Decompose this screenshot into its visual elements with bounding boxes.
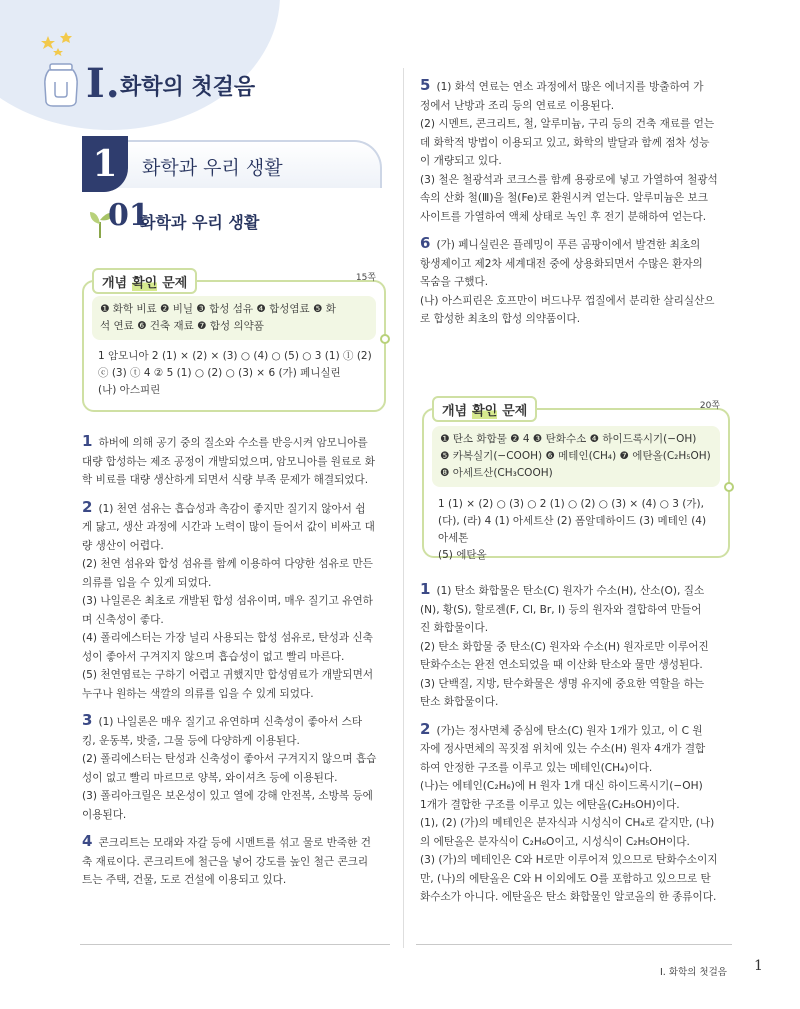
line-text: (3) 나일론은 최초로 개발된 합성 섬유이며, 매우 질기고 유연하 — [82, 595, 373, 607]
explanation-line — [82, 611, 388, 630]
line-text: 속의 산화 철(Ⅲ)을 철(Fe)로 환원시켜 얻는다. 알루미늄은 보크 — [420, 192, 708, 204]
explanation-line — [420, 759, 730, 778]
bottom-rule-right — [416, 944, 732, 945]
bottom-rule-left — [80, 944, 390, 945]
line-text: 항생제이고 제2차 세계대전 중에 상용화되면서 수많은 환자의 — [420, 257, 703, 270]
explanation-line — [82, 453, 388, 472]
explanation-line — [420, 777, 730, 796]
explanation-line — [82, 574, 388, 593]
answer-explanation — [420, 234, 730, 329]
answer-panel — [98, 348, 374, 399]
block-spacer — [82, 490, 388, 498]
line-text: 축 재료이다. 콘크리트에 철근을 넣어 강도를 높인 철근 콘크리 — [82, 855, 369, 868]
line-text: (3) 폴리아크릴은 보온성이 있고 열에 강해 안전복, 소방복 등에 — [82, 790, 373, 802]
explanation-line — [420, 152, 730, 171]
block-spacer — [82, 824, 388, 832]
question-number: 4 — [82, 832, 93, 850]
explanation-line — [420, 580, 730, 601]
keyword-line: ❶ 화학 비료 ❷ 비닐 ❸ 합성 섬유 ❹ 합성염료 ❺ 화 — [100, 303, 336, 315]
line-text: (1) 탄소 화합물은 탄소(C) 원자가 수소(H), 산소(O), 질소 — [436, 585, 705, 597]
explanation-line — [82, 498, 388, 519]
line-text: 정에서 난방과 조리 등의 연료로 이용된다. — [420, 99, 615, 112]
line-text: 탄소 화합물이다. — [420, 696, 499, 708]
line-text: (1) 화석 연료는 연소 과정에서 많은 에너지를 방출하여 가 — [436, 81, 704, 93]
page-number: 1 — [754, 958, 763, 974]
line-text: (5) 천연염료는 구하기 어렵고 귀했지만 합성염료가 개발되면서 — [82, 669, 374, 681]
line-text: (2) 탄소 화합물 중 탄소(C) 원자와 수소(H) 원자로만 이루어진 — [420, 640, 709, 653]
line-text: 량 생산이 어렵다. — [82, 539, 164, 552]
explanation-line — [420, 134, 730, 153]
box-knob — [724, 482, 734, 492]
explanation-line — [420, 189, 730, 208]
explanation-line — [420, 814, 730, 833]
explanation-line — [420, 675, 730, 694]
answer-explanation — [82, 432, 388, 490]
line-text: (N), 황(S), 할로젠(F, Cl, Br, I) 등의 원자와 결합하여 만들어 — [420, 603, 702, 616]
answer-explanation — [82, 711, 388, 824]
star-jar-icon — [40, 30, 84, 108]
line-text: 며 신축성이 좋다. — [82, 613, 164, 626]
line-text: (가) 페니실린은 플레밍이 푸른 곰팡이에서 발견한 최초의 — [436, 239, 701, 251]
explanation-line — [420, 851, 730, 870]
explanation-line — [420, 292, 730, 311]
question-number: 2 — [420, 719, 431, 738]
answer-line: 1 (1) × (2) ○ (3) ○ 2 (1) ○ (2) ○ (3) × (4) ○ 3 (가), — [438, 498, 704, 510]
line-text: 콘크리트는 모래와 자갈 등에 시멘트를 섞고 물로 반죽한 건 — [98, 837, 371, 849]
explanation-line — [82, 648, 388, 667]
line-text: 학 비료를 대량 생산하게 되면서 식량 부족 문제가 해결되었다. — [82, 474, 369, 486]
line-text: 로 합성한 최초의 합성 의약품이다. — [420, 313, 581, 325]
explanation-line — [420, 97, 730, 116]
question-number: 1 — [82, 432, 93, 450]
explanation-line — [82, 750, 388, 769]
explanation-line — [420, 601, 730, 620]
explanation-line — [420, 720, 730, 741]
question-number: 2 — [82, 497, 93, 516]
line-text: 탄화수소는 완전 연소되었을 때 이산화 탄소와 물만 생성된다. — [420, 659, 703, 671]
explanation-line — [82, 769, 388, 788]
page-reference: 20쪽 — [699, 401, 720, 411]
line-text: 게 닳고, 생산 과정에 시간과 노력이 많이 들어서 값이 비싸고 대 — [82, 521, 375, 533]
keyword-line: 석 연료 ❻ 건축 재료 ❼ 합성 의약품 — [100, 320, 264, 332]
explanation-line — [420, 76, 730, 97]
footer-unit-label: I. 화학의 첫걸음 — [660, 967, 727, 978]
block-spacer — [420, 226, 730, 234]
chapter-title: 화학과 우리 생활 — [142, 157, 283, 179]
unit-title: 화학의 첫걸음 — [120, 75, 256, 100]
explanation-line — [82, 732, 388, 751]
line-text: 만, (나)의 에탄올은 C와 H 이외에도 O를 포함하고 있으므로 탄 — [420, 872, 711, 885]
line-text: 이 개량되고 있다. — [420, 155, 502, 167]
explanation-line — [420, 273, 730, 292]
keyword-panel — [432, 426, 720, 487]
explanation-line — [420, 693, 730, 712]
explanation-line — [82, 629, 388, 648]
left-explanations — [82, 432, 388, 890]
line-text: 사이트를 가열하여 액체 상태로 녹인 후 전기 분해하여 얻는다. — [420, 210, 707, 223]
explanation-line — [82, 471, 388, 490]
tab-word-2: 확인 — [132, 272, 157, 291]
explanation-line — [420, 656, 730, 675]
line-text: 누구나 원하는 색깔의 의류를 입을 수 있게 되었다. — [82, 687, 314, 700]
right-top-explanations — [420, 76, 730, 329]
tab-word-3: 문제 — [162, 275, 188, 291]
explanation-line — [82, 853, 388, 872]
line-text: 진 화합물이다. — [420, 622, 489, 634]
answer-explanation — [82, 832, 388, 890]
tab-word-3: 문제 — [502, 403, 528, 419]
line-text: 의 에탄올은 분자식이 C₂H₆O이고, 시성식이 C₂H₅OH이다. — [420, 835, 690, 848]
explanation-line — [82, 666, 388, 685]
explanation-line — [420, 234, 730, 255]
box-knob — [380, 334, 390, 344]
tab-word-1: 개념 — [442, 403, 468, 419]
line-text: 목숨을 구했다. — [420, 276, 489, 288]
line-text: 트는 주택, 건물, 도로 건설에 이용되고 있다. — [82, 874, 287, 886]
line-text: 데 화학적 방법이 이용되고 있고, 화학의 발달과 함께 점차 성능 — [420, 136, 710, 149]
answer-line: ⓒ (3) ⓣ 4 ② 5 (1) ○ (2) ○ (3) × 6 (가) 페니실린 — [98, 367, 341, 379]
explanation-line — [82, 537, 388, 556]
tab-word-1: 개념 — [102, 275, 128, 291]
answer-panel — [438, 496, 718, 564]
explanation-line — [82, 555, 388, 574]
line-text: 하여 안정한 구조를 이루고 있는 메테인(CH₄)이다. — [420, 761, 653, 774]
keyword-line: ❽ 아세트산(CH₃COOH) — [440, 467, 553, 479]
line-text: 성이 없고 빨리 마르므로 양복, 와이셔츠 등에 이용된다. — [82, 771, 338, 784]
question-number: 1 — [420, 580, 431, 598]
question-number: 3 — [82, 711, 93, 729]
explanation-line — [420, 255, 730, 274]
block-spacer — [82, 703, 388, 711]
answer-line: 1 암모니아 2 (1) × (2) × (3) ○ (4) ○ (5) ○ 3 (1) ⓛ (2) — [98, 350, 372, 362]
explanation-line — [82, 711, 388, 732]
answer-line: (나) 아스피린 — [98, 384, 161, 396]
chapter-number: 1 — [82, 136, 128, 192]
line-text: (3) 철은 철광석과 코크스를 함께 용광로에 넣고 가열하여 철광석 — [420, 173, 718, 186]
line-text: (가)는 정사면체 중심에 탄소(C) 원자 1개가 있고, 이 C 원 — [436, 724, 703, 737]
explanation-line — [82, 806, 388, 825]
explanation-line — [82, 592, 388, 611]
concept-check-box-1 — [82, 273, 386, 412]
section-title: 화학과 우리 생활 — [140, 213, 260, 232]
explanation-line — [420, 870, 730, 889]
explanation-line — [82, 685, 388, 704]
section-number: 01 — [108, 198, 150, 233]
explanation-line — [420, 796, 730, 815]
concept-box-tab — [432, 396, 537, 422]
explanation-line — [420, 208, 730, 227]
page-reference: 15쪽 — [355, 273, 376, 283]
concept-check-box-2 — [422, 401, 730, 561]
keyword-line: ❶ 탄소 화합물 ❷ 4 ❸ 탄화수소 ❹ 하이드록시기(−OH) — [440, 433, 697, 445]
answer-explanation — [420, 580, 730, 712]
line-text: (2) 천연 섬유와 합성 섬유를 함께 이용하여 다양한 섬유로 만든 — [82, 558, 373, 570]
explanation-line — [82, 787, 388, 806]
line-text: (3) 단백질, 지방, 탄수화물은 생명 유지에 중요한 역할을 하는 — [420, 677, 705, 690]
column-divider — [403, 68, 404, 948]
keyword-panel — [92, 296, 376, 340]
explanation-line — [420, 638, 730, 657]
question-number: 5 — [420, 76, 431, 94]
explanation-line — [82, 518, 388, 537]
line-text: (1) 천연 섬유는 흡습성과 촉감이 좋지만 질기지 않아서 쉽 — [98, 502, 366, 515]
explanation-line — [420, 115, 730, 134]
explanation-line — [420, 619, 730, 638]
line-text: (1), (2) (가)의 메테인은 분자식과 시성식이 CH₄로 같지만, (나) — [420, 817, 715, 829]
explanation-line — [82, 871, 388, 890]
explanation-line — [420, 171, 730, 190]
explanation-line — [82, 832, 388, 853]
explanation-line — [420, 740, 730, 759]
line-text: 자에 정사면체의 꼭짓점 위치에 있는 수소(H) 원자 4개가 결합 — [420, 743, 706, 755]
line-text: 1개가 결합한 구조를 이루고 있는 에탄올(C₂H₅OH)이다. — [420, 798, 680, 811]
keyword-line: ❺ 카복실기(−COOH) ❻ 메테인(CH₄) ❼ 에탄올(C₂H₅OH) — [440, 450, 711, 462]
line-text: 하버에 의해 공기 중의 질소와 수소를 반응시켜 암모니아를 — [98, 437, 368, 449]
line-text: (나) 아스피린은 호프만이 버드나무 껍질에서 분리한 살리실산으 — [420, 294, 715, 307]
explanation-line — [420, 310, 730, 329]
right-bottom-explanations — [420, 580, 730, 907]
answer-line: (다), (라) 4 (1) 아세트산 (2) 폼알데하이드 (3) 메테인 (4) 아세톤 — [438, 515, 707, 544]
unit-number: I. — [86, 60, 121, 107]
question-number: 6 — [420, 234, 431, 252]
line-text: 킹, 운동복, 밧줄, 그물 등에 다양하게 이용된다. — [82, 734, 300, 747]
explanation-line — [420, 888, 730, 907]
answer-explanation — [82, 498, 388, 704]
line-text: (2) 폴리에스터는 탄성과 신축성이 좋아서 구겨지지 않으며 흡습 — [82, 753, 377, 765]
tab-word-2: 확인 — [472, 400, 497, 419]
answer-explanation — [420, 76, 730, 226]
explanation-line — [420, 833, 730, 852]
answer-line: (5) 에탄올 — [438, 549, 487, 561]
concept-box-tab — [92, 268, 197, 294]
block-spacer — [420, 712, 730, 720]
line-text: 의류를 입을 수 있게 되었다. — [82, 576, 212, 589]
line-text: (3) (가)의 메테인은 C와 H로만 이루어져 있으므로 탄화수소이지 — [420, 854, 718, 866]
answer-explanation — [420, 720, 730, 907]
line-text: (1) 나일론은 매우 질기고 유연하며 신축성이 좋아서 스타 — [98, 716, 363, 728]
explanation-line — [82, 432, 388, 453]
line-text: (4) 폴리에스터는 가장 널리 사용되는 합성 섬유로, 탄성과 신축 — [82, 632, 373, 644]
line-text: 화수소가 아니다. 에탄올은 탄소 화합물인 알코올의 한 종류이다. — [420, 891, 717, 903]
line-text: 성이 좋아서 구겨지지 않으며 흡습성이 없고 빨리 마른다. — [82, 650, 345, 663]
line-text: (나)는 에테인(C₂H₆)에 H 원자 1개 대신 하이드록시기(−OH) — [420, 780, 703, 792]
line-text: 대량 합성하는 제조 공정이 개발되었으며, 암모니아를 원료로 화 — [82, 455, 376, 468]
line-text: 이용된다. — [82, 808, 127, 821]
line-text: (2) 시멘트, 콘크리트, 철, 알루미늄, 구리 등의 건축 재료를 얻는 — [420, 118, 715, 130]
